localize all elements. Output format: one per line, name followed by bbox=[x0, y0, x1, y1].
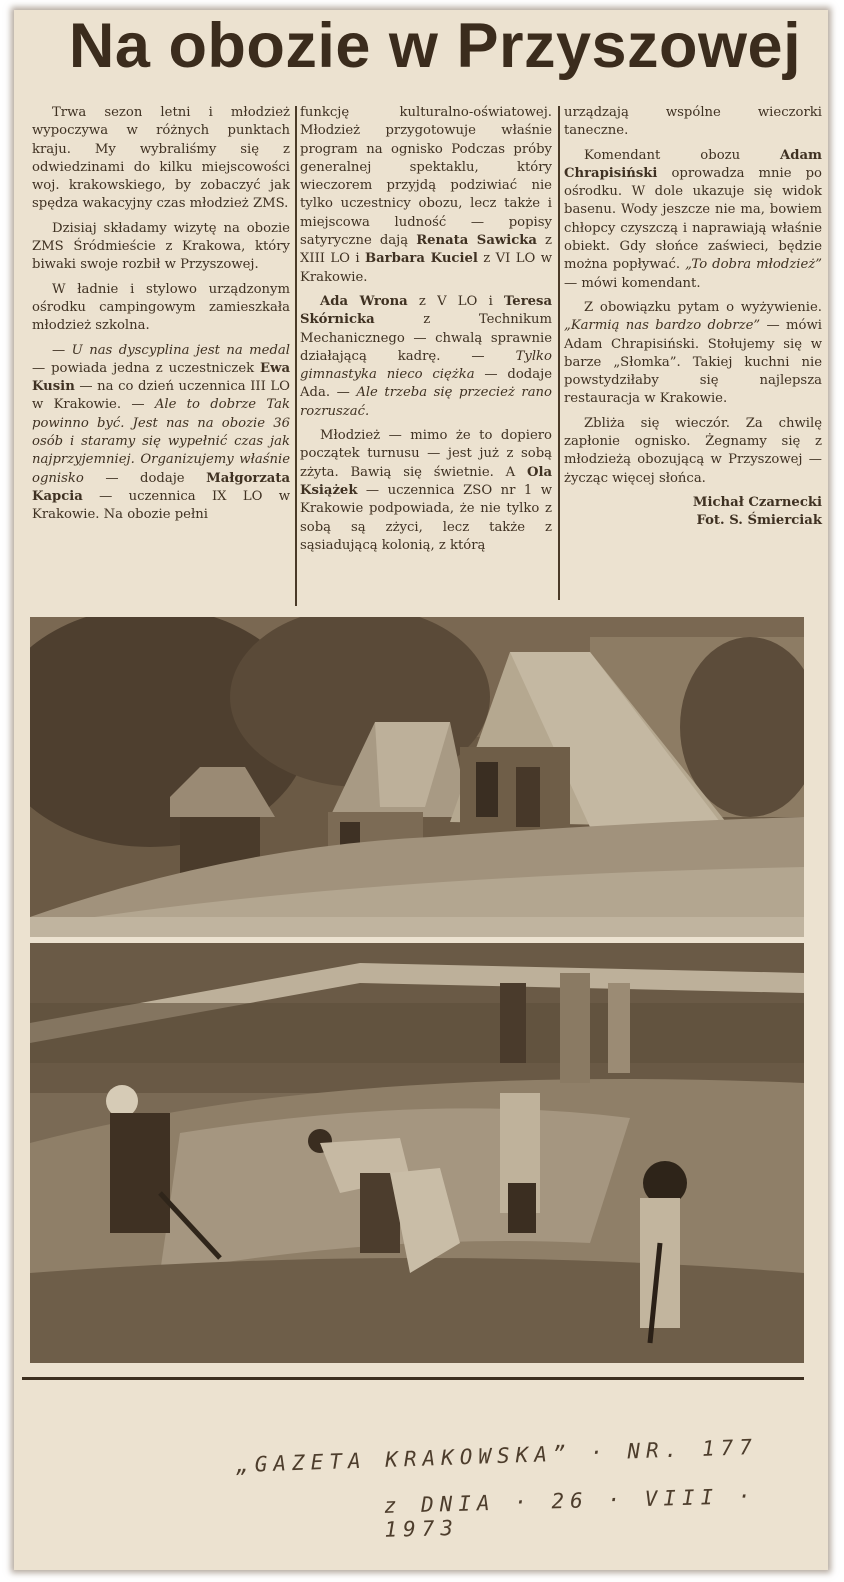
text: funkcję kulturalno-oświatowej. Młodzież przygotowuje właśnie program na ognisko Podczas próby generalnej spektaklu, który wieczorem przyjdą podziwiać nie tylko uczestnicy obozu, lecz także i miejscowa ludność — popisy satyryczne dają bbox=[300, 105, 552, 249]
person-name: Ola Książek bbox=[300, 464, 552, 498]
text: — powiada jedna z uczestniczek bbox=[32, 360, 261, 376]
person-name: Barbara Kuciel bbox=[364, 251, 478, 267]
article-column-1 bbox=[32, 104, 290, 531]
person-name: Ada Wrona bbox=[320, 293, 408, 309]
photo-credit: Fot. S. Śmierciak bbox=[696, 513, 822, 529]
article-column-3 bbox=[564, 104, 822, 531]
byline bbox=[564, 494, 822, 531]
text: z XIII LO i bbox=[300, 233, 553, 267]
text: z Technikum Mechanicznego — chwalą sprawnie działającą kadrę. bbox=[300, 312, 552, 364]
text: — dodaje Ada. bbox=[300, 367, 553, 401]
column-divider bbox=[558, 106, 560, 600]
handwritten-source-note: „GAZETA KRAKOWSKA” · NR. 177 bbox=[235, 1434, 759, 1478]
pool-cleaning-photo bbox=[30, 943, 804, 1363]
text: oprowadza mnie po ośrodku. W dole ukazuje się widok basenu. Wody jeszcze nie ma, bowiem chłopcy czyszczą i naprawiają właśnie obiekt. Gdy słońce zaświeci, będzie można popływać. bbox=[564, 165, 822, 273]
text: — mówi komendant. bbox=[564, 275, 701, 291]
text: Komendant obozu bbox=[584, 147, 781, 163]
bottom-rule bbox=[22, 1377, 804, 1380]
paragraph: Dzisiaj składamy wizytę na obozie ZMS Śródmieście z Krakowa, który biwaki swoje rozbił w Przyszowej. bbox=[32, 220, 290, 273]
headline: Na obozie w Przyszowej bbox=[68, 11, 802, 81]
paragraph bbox=[564, 299, 822, 409]
quote: „Karmią nas bardzo dobrze” bbox=[564, 318, 761, 334]
newspaper-clipping bbox=[14, 10, 828, 1570]
paragraph bbox=[300, 427, 552, 555]
paragraph bbox=[564, 147, 822, 293]
cabins-photo bbox=[30, 617, 804, 937]
author-name: Michał Czarnecki bbox=[692, 494, 822, 510]
quote: — U nas dyscyplina jest na medal bbox=[52, 342, 290, 358]
person-name: Renata Sawicka bbox=[416, 233, 537, 249]
column-divider bbox=[295, 106, 297, 606]
paragraph: Trwa sezon letni i młodzież wypoczywa w różnych punktach kraju. My wybraliśmy się z odwiedzinami do kilku miejscowości woj. krakowskiego, by zobaczyć jak spędza wakacyjny czas młodzież ZMS. bbox=[32, 105, 290, 212]
person-name: Małgorzata Kapcia bbox=[32, 470, 290, 504]
text: — na co dzień uczennica III LO w Krakowie. bbox=[32, 379, 290, 413]
text: z VI LO w Krakowie. bbox=[300, 251, 552, 285]
person-name: Adam Chrapisiński bbox=[564, 147, 822, 181]
handwritten-date-note: z DNIA · 26 · VIII · 1973 bbox=[383, 1484, 757, 1542]
text: Młodzież — mimo że to dopiero początek turnusu — jest już z sobą zżyta. Bawią się świetnie. A bbox=[300, 428, 552, 480]
quote: „To dobra młodzież” bbox=[685, 257, 822, 273]
person-name: Teresa Skórnicka bbox=[300, 293, 552, 328]
text: z V LO i bbox=[407, 293, 504, 309]
text: Z obowiązku pytam o wyżywienie. bbox=[584, 299, 822, 315]
paragraph: urządzają wspólne wieczorki taneczne. bbox=[564, 105, 822, 139]
paragraph: W ładnie i stylowo urządzonym ośrodku campingowym zamieszkała młodzież szkolna. bbox=[32, 281, 290, 334]
paragraph: Zbliża się wieczór. Za chwilę zapłonie ognisko. Żegnamy się z młodzieżą obozującą w Przyszowej — życząc więcej słońca. bbox=[564, 415, 822, 486]
text: — uczennica IX LO w Krakowie. Na obozie pełni bbox=[32, 488, 290, 523]
text: — uczennica ZSO nr 1 w Krakowie podpowiada, że nie tylko z sobą są zżyci, lecz także z sąsiadującą kolonią, z którą bbox=[300, 482, 552, 553]
person-name: Ewa Kusin bbox=[32, 360, 290, 395]
article-column-2 bbox=[300, 104, 552, 561]
text: — dodaje bbox=[83, 470, 207, 486]
quote: — Tylko gimnastyka nieco ciężka bbox=[300, 348, 552, 383]
quote: — Ale to dobrze Tak powinno być. Jest nas na obozie 36 osób i staramy się wypełnić czas jak najprzyjemniej. Organizujemy właśnie ognisko bbox=[32, 397, 291, 486]
paragraph bbox=[32, 342, 290, 525]
paragraph bbox=[300, 293, 552, 421]
paragraph bbox=[300, 104, 552, 287]
text: — mówi Adam Chrapisiński. Stołujemy się w barze „Słomka”. Takiej kuchni nie powstydziłaby się najlepsza restauracja w Krakowie. bbox=[564, 318, 822, 407]
quote: — Ale trzeba się przecież rano rozruszać. bbox=[300, 385, 552, 419]
